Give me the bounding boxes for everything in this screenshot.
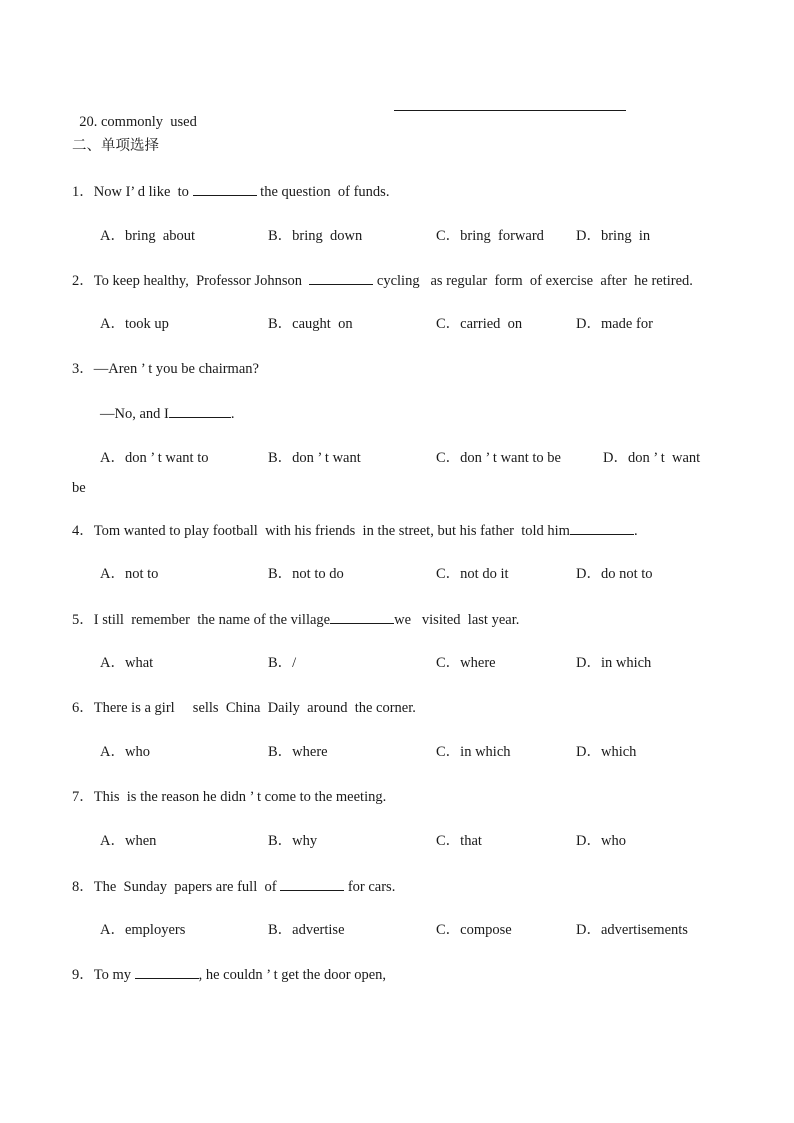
- stem-text: cycling as regular form of exercise after he retired.: [373, 273, 693, 289]
- reply-text: .: [230, 406, 235, 422]
- question-5-stem: [72, 610, 519, 629]
- question-6-option-c: C．in which: [436, 744, 511, 760]
- stem-text: 9．To my: [72, 967, 135, 983]
- stem-text: 4．Tom wanted to play football with his friends in the street, but his father told him: [72, 523, 570, 539]
- stem-text: 2．To keep healthy, Professor Johnson: [72, 273, 310, 289]
- question-3-reply: [100, 404, 235, 423]
- question-2-option-b: B．caught on: [268, 316, 353, 332]
- question-8-option-b: B．advertise: [268, 922, 345, 938]
- reply-text: —No, and I: [100, 406, 169, 422]
- question-7-option-d: D．who: [576, 833, 626, 849]
- answer-blank: [330, 610, 394, 624]
- stem-text: for cars.: [344, 879, 396, 895]
- question-7-option-c: C．that: [436, 833, 482, 849]
- stem-text: 8．The Sunday papers are full of: [72, 879, 281, 895]
- question-2-stem: [72, 271, 693, 290]
- stem-text: .: [633, 523, 638, 539]
- question-3-option-wrap: be: [72, 480, 86, 496]
- question-6-stem: 6．There is a girl sells China Daily around the corner.: [72, 700, 416, 716]
- question-6-option-b: B．where: [268, 744, 328, 760]
- question-8-option-c: C．compose: [436, 922, 512, 938]
- question-7-option-b: B．why: [268, 833, 318, 849]
- stem-text: we visited last year.: [394, 612, 520, 628]
- question-5-option-a: A．what: [100, 655, 154, 671]
- answer-blank: [570, 521, 634, 535]
- question-1-stem: [72, 182, 389, 201]
- answer-blank: [169, 404, 231, 418]
- question-3-option-b: B．don ’ t want: [268, 450, 361, 466]
- question-1-option-a: A．bring about: [100, 228, 196, 244]
- question-3-stem: 3．—Aren ’ t you be chairman?: [72, 361, 259, 377]
- question-8-option-d: D．advertisements: [576, 922, 688, 938]
- question-4-option-c: C．not do it: [436, 566, 509, 582]
- question-7-stem: 7．This is the reason he didn ’ t come to the meeting.: [72, 789, 387, 805]
- question-3-option-d: D．don ’ t want: [603, 450, 701, 466]
- section-title: 二、单项选择: [72, 138, 159, 154]
- question-2-option-d: D．made for: [576, 316, 653, 332]
- stem-text: the question of funds.: [256, 184, 390, 200]
- stem-text: 5．I still remember the name of the village: [72, 612, 331, 628]
- question-5-option-c: C．where: [436, 655, 496, 671]
- question-4-option-d: D．do not to: [576, 566, 653, 582]
- stem-text: 1．Now I’ d like to: [72, 184, 193, 200]
- question-8-option-a: A．employers: [100, 922, 186, 938]
- question-7-option-a: A．when: [100, 833, 157, 849]
- question-5-option-d: D．in which: [576, 655, 652, 671]
- question-6-option-d: D．which: [576, 744, 637, 760]
- question-3-option-c: C．don ’ t want to be: [436, 450, 561, 466]
- question-5-option-b: B．/: [268, 655, 297, 671]
- stem-text: , he couldn ’ t get the door open,: [198, 967, 386, 983]
- answer-blank: [135, 965, 199, 979]
- question-4-option-b: B．not to do: [268, 566, 344, 582]
- answer-blank: [309, 271, 373, 285]
- vocab-item-20: [72, 95, 197, 131]
- vocab-item-text: 20. commonly used: [79, 114, 197, 130]
- question-2-option-a: A．took up: [100, 316, 169, 332]
- question-9-stem: [72, 965, 386, 984]
- answer-blank: [193, 182, 257, 196]
- answer-blank: [280, 877, 344, 891]
- answer-blank: [394, 97, 626, 111]
- question-1-option-d: D．bring in: [576, 228, 651, 244]
- question-6-option-a: A．who: [100, 744, 150, 760]
- question-4-stem: [72, 521, 638, 540]
- question-4-option-a: A．not to: [100, 566, 159, 582]
- question-1-option-b: B．bring down: [268, 228, 363, 244]
- question-1-option-c: C．bring forward: [436, 228, 544, 244]
- question-3-option-a: A．don ’ t want to: [100, 450, 209, 466]
- question-2-option-c: C．carried on: [436, 316, 523, 332]
- question-8-stem: [72, 877, 395, 896]
